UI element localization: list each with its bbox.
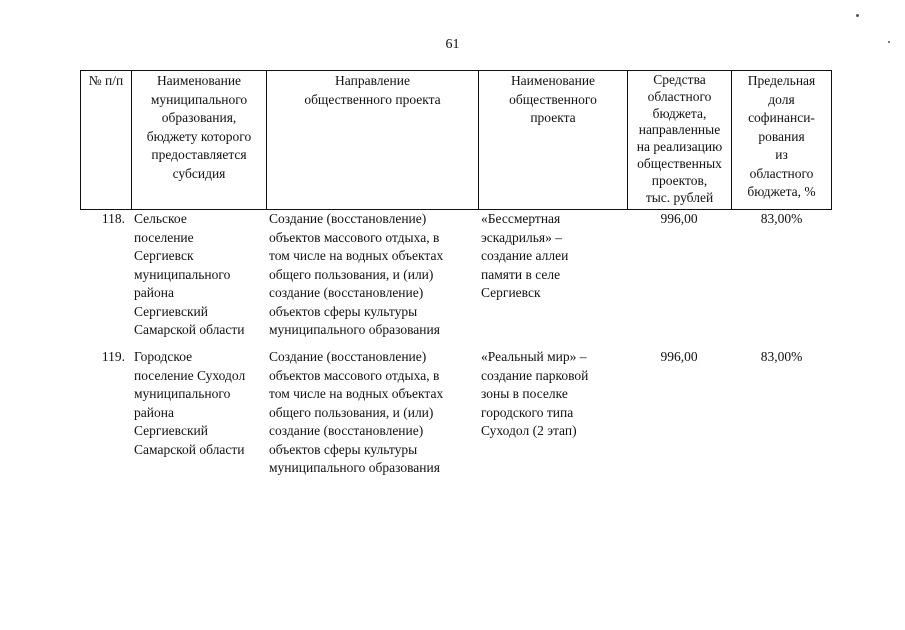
cell-line: создание парковой [481, 367, 589, 383]
header-line: доля [768, 91, 795, 107]
header-line: общественных [637, 155, 722, 171]
cell-line: общего пользования, и (или) [269, 404, 434, 420]
scan-speck [856, 14, 859, 17]
header-line: из [775, 147, 788, 162]
cell-line: эскадрилья» – [481, 229, 562, 245]
cell-line: Создание (восстановление) [269, 349, 427, 364]
table-row [80, 348, 832, 478]
header-line: бюджета, % [747, 184, 816, 199]
cell-line: муниципального [134, 266, 231, 282]
row-share: 83,00% [760, 211, 803, 226]
header-line: № п/п [88, 73, 124, 88]
cell-line: «Бессмертная [481, 211, 561, 226]
header-line: проектов, [651, 172, 708, 188]
table-header [80, 70, 832, 210]
row-share: 83,00% [760, 349, 803, 364]
cell-line: создание (восстановление) [269, 285, 424, 300]
header-direction [267, 71, 479, 209]
header-line: на реализацию [636, 139, 723, 155]
cell-line: поселение [134, 229, 194, 245]
cell-line: Сельское [134, 211, 187, 226]
header-line: Наименование [156, 73, 242, 88]
header-line: муниципального [150, 91, 248, 107]
cell-line: создание (восстановление) [269, 423, 424, 438]
header-line: субсидия [172, 165, 226, 181]
row-municipality [131, 348, 266, 478]
table-row [80, 210, 832, 340]
cell-line: Сергиевский [134, 423, 208, 438]
header-number [81, 71, 132, 209]
header-funds [628, 71, 732, 209]
cell-line: объектов сферы культуры [269, 303, 418, 319]
cell-line: района [134, 285, 174, 300]
cell-line: Создание (восстановление) [269, 211, 427, 226]
cell-line: Суходол (2 этап) [481, 423, 577, 438]
cell-line: зоны в поселке [481, 386, 568, 401]
header-line: рования [758, 128, 805, 144]
cell-line: Городское [134, 349, 193, 364]
header-line: направленные [638, 122, 721, 138]
row-number: 119. [101, 349, 125, 364]
cell-line: района [134, 404, 174, 420]
page-number: 61 [445, 37, 460, 52]
cell-line: том числе на водных объектах [269, 248, 444, 263]
row-direction [266, 210, 478, 340]
cell-line: Сергиевск [134, 248, 194, 263]
cell-line: Самарской области [134, 322, 245, 337]
cell-line: Самарской области [134, 441, 245, 457]
row-number: 118. [101, 211, 125, 226]
cell-line: Сергиевский [134, 303, 208, 319]
row-municipality [131, 210, 266, 340]
cell-line: создание аллеи [481, 248, 569, 263]
cell-line: Сергиевск [481, 285, 541, 300]
cell-line: «Реальный мир» – [481, 349, 587, 364]
header-municipality [132, 71, 267, 209]
header-line: Предельная [747, 73, 816, 88]
cell-line: памяти в селе [481, 266, 561, 282]
cell-line: общего пользования, и (или) [269, 266, 434, 282]
cell-line: городского типа [481, 404, 574, 420]
header-line: бюджета, [652, 105, 707, 121]
row-project [478, 348, 627, 478]
cell-line: объектов массового отдыха, в [269, 367, 440, 383]
scan-speck [888, 41, 890, 43]
cell-line: муниципального [134, 386, 231, 401]
cell-line: муниципального образования [269, 322, 440, 337]
header-line: образования, [161, 110, 237, 125]
header-share [732, 71, 831, 209]
header-line: предоставляется [151, 147, 247, 162]
header-line: бюджету которого [146, 128, 252, 144]
header-line: общественного [509, 91, 597, 107]
header-line: софинанси- [748, 110, 815, 125]
row-direction [266, 348, 478, 478]
cell-line: объектов сферы культуры [269, 441, 418, 457]
header-project [479, 71, 628, 209]
header-line: Направление [335, 73, 410, 88]
cell-line: поселение Суходол [134, 367, 246, 383]
header-line: областного [749, 165, 814, 181]
header-line: общественного проекта [304, 91, 441, 107]
header-line: Наименование [510, 73, 596, 88]
header-line: Средства [653, 72, 706, 87]
cell-line: том числе на водных объектах [269, 386, 444, 401]
row-project [478, 210, 627, 340]
cell-line: муниципального образования [269, 460, 440, 475]
row-funds: 996,00 [660, 211, 698, 226]
row-funds: 996,00 [660, 349, 698, 364]
header-line: проекта [530, 110, 576, 125]
cell-line: объектов массового отдыха, в [269, 229, 440, 245]
header-line: тыс. рублей [645, 189, 714, 205]
header-line: областного [647, 88, 712, 104]
